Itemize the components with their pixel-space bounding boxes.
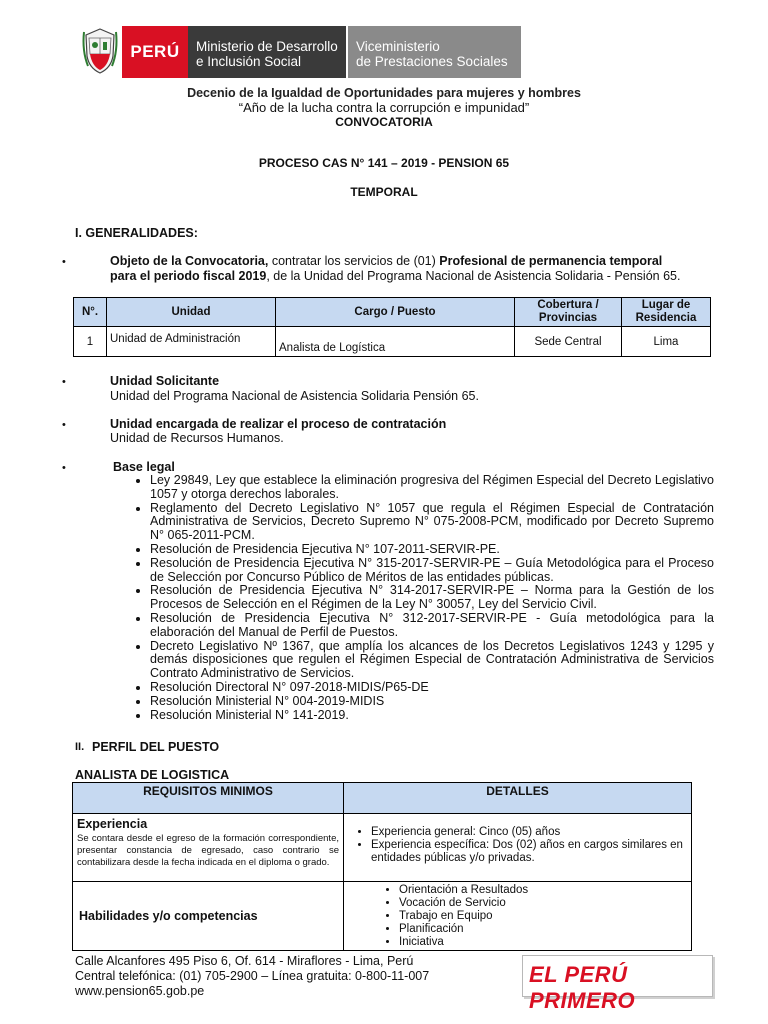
table-row — [73, 814, 692, 882]
anio-line: “Año de la lucha contra la corrupción e impunidad” — [238, 100, 530, 115]
base-legal-list — [130, 474, 714, 722]
list-item: • Experiencia específica: Dos (02) años en cargos similares en entidades públicas y/o privadas. — [371, 839, 690, 865]
th-unidad: Unidad — [107, 298, 276, 327]
list-item: • Resolución de Presidencia Ejecutiva N° 314-2017-SERVIR-PE – Norma para la Gestión de los Procesos de Selección en el Régimen de la Ley N° 30057, Ley del Servicio Civil. — [150, 584, 714, 612]
th-numero: N°. — [74, 298, 107, 327]
bullet-icon: • — [62, 462, 66, 474]
objeto-text1: contratar los servicios de (01) — [268, 254, 440, 268]
cell-numero: 1 — [74, 327, 107, 357]
footer-address — [75, 954, 429, 999]
viceministry-logo — [348, 26, 521, 78]
base-legal-label: Base legal — [113, 460, 175, 474]
coat-of-arms-icon — [80, 26, 120, 76]
cell-cobertura: Sede Central — [515, 327, 622, 357]
objeto-paragraph — [110, 254, 710, 284]
bullet-icon: • — [62, 419, 66, 431]
footer-line1: Calle Alcanfores 495 Piso 6, Of. 614 - Miraflores - Lima, Perú — [75, 954, 414, 968]
th-requisitos: REQUISITOS MINIMOS — [73, 783, 344, 814]
th-lugar: Lugar de Residencia — [622, 298, 711, 327]
vice-line1: Viceministerio — [356, 39, 440, 54]
cell-experiencia — [73, 814, 344, 882]
list-item: • Resolución Directoral N° 097-2018-MIDIS/P65-DE — [150, 681, 714, 695]
solicitante-text: Unidad del Programa Nacional de Asistencia Solidaria Pensión 65. — [110, 389, 479, 403]
cell-habilidades-detalles — [344, 882, 692, 951]
footer-website[interactable]: www.pension65.gob.pe — [75, 984, 205, 998]
section2-num: II. — [75, 741, 85, 753]
th-detalles: DETALLES — [344, 783, 692, 814]
list-item: • Vocación de Servicio — [399, 897, 690, 910]
cell-habilidades — [73, 882, 344, 951]
objeto-bold2: para el periodo fiscal 2019 — [110, 269, 267, 283]
encargada-text: Unidad de Recursos Humanos. — [110, 431, 284, 445]
habilidades-label: Habilidades y/o competencias — [79, 909, 258, 923]
ministry-logo — [188, 26, 346, 78]
list-item: • Resolución de Presidencia Ejecutiva N° 107-2011-SERVIR-PE. — [150, 543, 714, 557]
list-item: • Resolución de Presidencia Ejecutiva N° 312-2017-SERVIR-PE - Guía metodológica para la elaboración del Manual de Perfil de Puestos. — [150, 612, 714, 640]
th-cargo: Cargo / Puesto — [276, 298, 515, 327]
objeto-label: Objeto de la Convocatoria, — [110, 254, 269, 268]
header-logo-bar — [80, 26, 521, 78]
list-item: • Decreto Legislativo Nº 1367, que amplía los alcances de los Decretos Legislativos 1243 y 1295 y demás disposiciones que regulen el Régimen Especial de Contratación Administrativa de Servicios Contrato Administrativo de Servicios. — [150, 640, 714, 681]
experiencia-note: Se contara desde el egreso de la formación correspondiente, presentar constancia de egresado, caso contrario se contabilizara desde la fecha indicada en el diploma o grado. — [77, 833, 339, 868]
objeto-bold1: Profesional de permanencia temporal — [439, 254, 663, 268]
list-item: • Orientación a Resultados — [399, 884, 690, 897]
proceso-title: PROCESO CAS N° 141 – 2019 - PENSION 65 — [258, 156, 510, 170]
ministry-line1: Ministerio de Desarrollo — [196, 39, 338, 54]
table-row — [74, 327, 711, 357]
cell-cargo: Analista de Logística — [276, 327, 515, 357]
bullet-icon: • — [62, 376, 66, 388]
ministry-line2: e Inclusión Social — [196, 54, 302, 69]
convocatoria-title: CONVOCATORIA — [335, 115, 433, 129]
list-item: • Resolución de Presidencia Ejecutiva N° 315-2017-SERVIR-PE – Guía Metodológica para el Proceso de Selección por Concurso Público de Méritos de las entidades públicas. — [150, 557, 714, 585]
slogan-text: EL PERÚ PRIMERO — [529, 962, 636, 1013]
peru-logo: PERÚ — [122, 26, 188, 78]
list-item: • Trabajo en Equipo — [399, 910, 690, 923]
list-item: • Experiencia general: Cinco (05) años — [371, 826, 690, 839]
cell-unidad: Unidad de Administración — [107, 327, 276, 357]
convocatoria-table — [73, 297, 711, 357]
decenio-line: Decenio de la Igualdad de Oportunidades para mujeres y hombres — [187, 86, 581, 100]
th-cobertura: Cobertura / Provincias — [515, 298, 622, 327]
objeto-text2: , de la Unidad del Programa Nacional de Asistencia Solidaria - Pensión 65. — [266, 269, 681, 283]
cell-lugar: Lima — [622, 327, 711, 357]
encargada-label: Unidad encargada de realizar el proceso de contratación — [110, 417, 447, 431]
temporal-title: TEMPORAL — [350, 185, 418, 199]
section2-subtitle: ANALISTA DE LOGISTICA — [75, 768, 230, 782]
list-item: • Iniciativa — [399, 936, 690, 949]
bullet-icon: • — [62, 256, 66, 268]
experiencia-label: Experiencia — [77, 817, 148, 831]
list-item: • Resolución Ministerial N° 004-2019-MIDIS — [150, 695, 714, 709]
section2-title: PERFIL DEL PUESTO — [92, 740, 220, 754]
list-item: • Reglamento del Decreto Legislativo N° 1057 que regula el Régimen Especial de Contratación Administrativa de Servicios, Decreto Supremo N° 075-2008-PCM, modificado por Decreto Supremo N° 065-2011-PCM. — [150, 502, 714, 543]
cell-experiencia-detalles — [344, 814, 692, 882]
vice-line2: de Prestaciones Sociales — [356, 54, 508, 69]
perfil-table — [72, 782, 692, 951]
slogan-logo — [522, 955, 713, 1013]
list-item: • Ley 29849, Ley que establece la eliminación progresiva del Régimen Especial del Decreto Legislativo 1057 y otorga derechos laborales. — [150, 474, 714, 502]
footer-line2: Central telefónica: (01) 705-2900 – Línea gratuita: 0-800-11-007 — [75, 969, 430, 983]
list-item: • Planificación — [399, 923, 690, 936]
solicitante-label: Unidad Solicitante — [110, 374, 220, 388]
table-row — [73, 882, 692, 951]
list-item: • Resolución Ministerial N° 141-2019. — [150, 709, 714, 723]
section1-title: I. GENERALIDADES: — [75, 226, 198, 240]
